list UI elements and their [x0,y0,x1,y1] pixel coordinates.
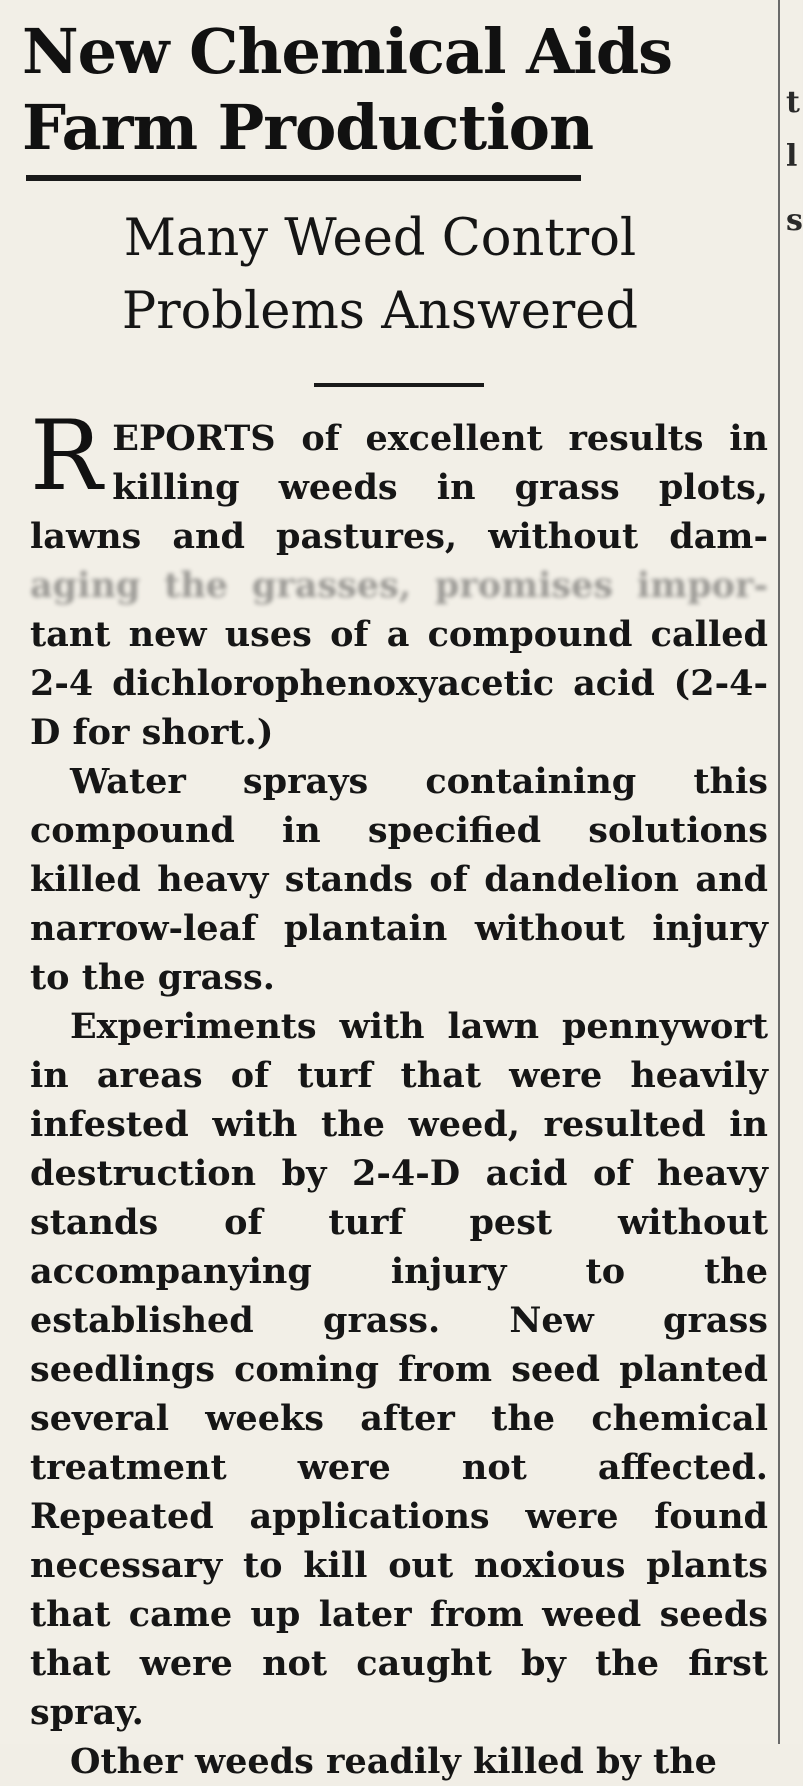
paragraph-1 [30,400,768,757]
paragraph-1-tail: tant new uses of a compound called 2-4 dichlorophenoxyacetic acid (2-4-D for short.) [30,614,768,753]
headline-rule [26,175,581,181]
article-body [30,400,768,1786]
adjacent-column-fragment: s [786,203,803,238]
section-divider [314,383,484,387]
headline-line-2: Farm Production [22,91,594,164]
subheadline [0,202,760,348]
paragraph-1-lead: EPORTS of excellent results in killing weeds in grass plots, lawns and pastures, without dam- [30,418,768,557]
subheadline-line-2: Problems Answered [121,282,639,341]
headline-line-1: New Chemical Aids [22,15,673,88]
subheadline-line-1: Many Weed Control [123,209,637,268]
drop-cap: R [30,400,103,512]
column-rule [778,0,780,1744]
paragraph-4: Other weeds readily killed by the [70,1741,717,1782]
headline [22,14,762,166]
paragraph-2: Water sprays containing this compound in specified solutions killed heavy stands of dandelion and narrow-leaf plantain without injury to the grass. [30,761,768,998]
paragraph-3: Experiments with lawn pennywort in areas of turf that were heavily infested with the weed, resulted in destruction by 2-4-D acid of heavy stands of turf pest without accompanying injury to the established grass. New grass seedlings coming from seed planted several weeks after the chemical treatment were not affected. Repeated applications were found necessary to kill out noxious plants that came up later from weed seeds that were not caught by the first spray. [30,1006,768,1733]
adjacent-column-fragment: l [786,139,798,174]
smudged-text: aging the grasses, promises impor- [30,565,768,606]
adjacent-column-fragment: t [786,85,800,120]
